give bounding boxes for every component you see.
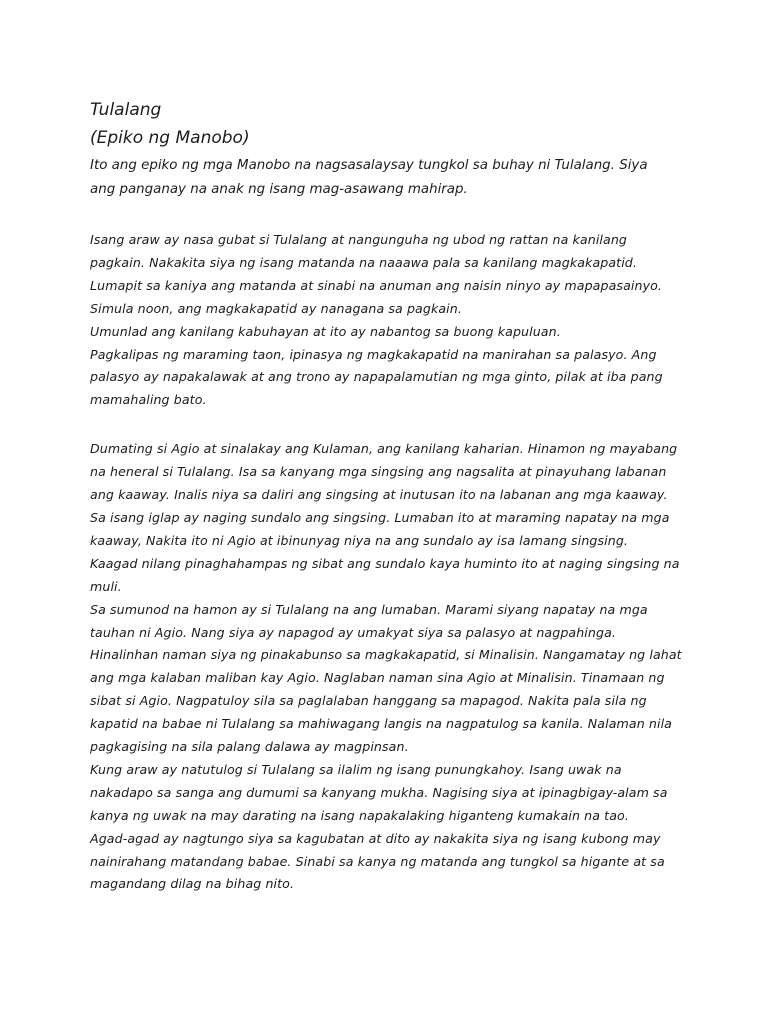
text-line: Pagkalipas ng maraming taon, ipinasya ng magkakapatid na manirahan sa palasyo. Ang: [90, 346, 657, 362]
text-line: magandang dilag na bihag nito.: [90, 876, 295, 892]
text-line: Agad-agad ay nagtungo siya sa kagubatan at dito ay nakakita siya ng isang kubong may: [90, 830, 661, 846]
section-1-paragraph: [90, 229, 690, 412]
text-line: nakadapo sa sanga ang dumumi sa kanyang mukha. Nagising siya at ipinagbigay-alam sa: [90, 784, 668, 800]
text-line: na heneral si Tulalang. Isa sa kanyang mga singsing ang nagsalita at pinayuhang labanan: [90, 464, 667, 480]
section-2-paragraph: [90, 438, 690, 896]
text-line: Sa isang iglap ay naging sundalo ang singsing. Lumaban ito at maraming napatay na mga: [90, 509, 670, 525]
text-line: kapatid na babae ni Tulalang sa mahiwagang langis na nagpatulog sa kanila. Nalaman nila: [90, 716, 672, 732]
text-line: Dumating si Agio at sinalakay ang Kulaman, ang kanilang kaharian. Hinamon ng mayabang: [90, 441, 678, 457]
text-line: Hinalinhan naman siya ng pinakabunso sa magkakapatid, si Minalisin. Nangamatay ng lahat: [90, 647, 682, 663]
text-line: ang mga kalaban maliban kay Agio. Naglaban naman sina Agio at Minalisin. Tinamaan ng: [90, 670, 665, 686]
text-line: nainirahang matandang babae. Sinabi sa kanya ng matanda ang tungkol sa higante at sa: [90, 853, 665, 869]
text-line: Sa sumunod na hamon ay si Tulalang na ang lumaban. Marami siyang napatay na mga: [90, 601, 648, 617]
document-title: Tulalang: [90, 100, 162, 120]
text-line: pagkain. Nakakita siya ng isang matanda na naaawa pala sa kanilang magkakapatid.: [90, 254, 638, 270]
document-page: [90, 96, 690, 896]
text-line: Isang araw ay nasa gubat si Tulalang at nangunguha ng ubod ng rattan na kanilang: [90, 232, 628, 247]
text-line: Kung araw ay natutulog si Tulalang sa ilalim ng isang punungkahoy. Isang uwak na: [90, 761, 622, 777]
text-line: Kaagad nilang pinaghahampas ng sibat ang sundalo kaya huminto ito at naging singsing na: [90, 555, 680, 571]
text-line: palasyo ay napakalawak at ang trono ay napapalamutian ng mga ginto, pilak at iba pang: [90, 369, 663, 385]
text-line: ang kaaway. Inalis niya sa daliri ang singsing at inutusan ito na labanan ang mga kaaway.: [90, 487, 668, 503]
text-line: mamahaling bato.: [90, 392, 207, 408]
text-line: Ito ang epiko ng mga Manobo na nagsasalaysay tungkol sa buhay ni Tulalang. Siya: [90, 158, 648, 173]
document-subtitle: (Epiko ng Manobo): [90, 128, 250, 148]
text-line: muli.: [90, 578, 122, 594]
text-line: sibat si Agio. Nagpatuloy sila sa paglalaban hanggang sa mapagod. Nakita pala sila ng: [90, 693, 647, 709]
intro-paragraph: [90, 154, 690, 202]
text-line: ang panganay na anak ng isang mag-asawang mahirap.: [90, 182, 468, 197]
text-line: kaaway, Nakita ito ni Agio at ibinunyag niya na ang sundalo ay isa lamang singsing.: [90, 532, 629, 548]
text-line: pagkagising na sila palang dalawa ay magpinsan.: [90, 739, 409, 755]
text-line: Simula noon, ang magkakapatid ay nanagana sa pagkain.: [90, 300, 462, 316]
text-line: tauhan ni Agio. Nang siya ay napagod ay umakyat siya sa palasyo at nagpahinga.: [90, 624, 617, 640]
text-line: Lumapit sa kaniya ang matanda at sinabi na anuman ang naisin ninyo ay mapapasainyo.: [90, 277, 663, 293]
text-line: Umunlad ang kanilang kabuhayan at ito ay nabantog sa buong kapuluan.: [90, 323, 561, 339]
text-line: kanya ng uwak na may darating na isang napakalaking higanteng kumakain na tao.: [90, 807, 629, 823]
